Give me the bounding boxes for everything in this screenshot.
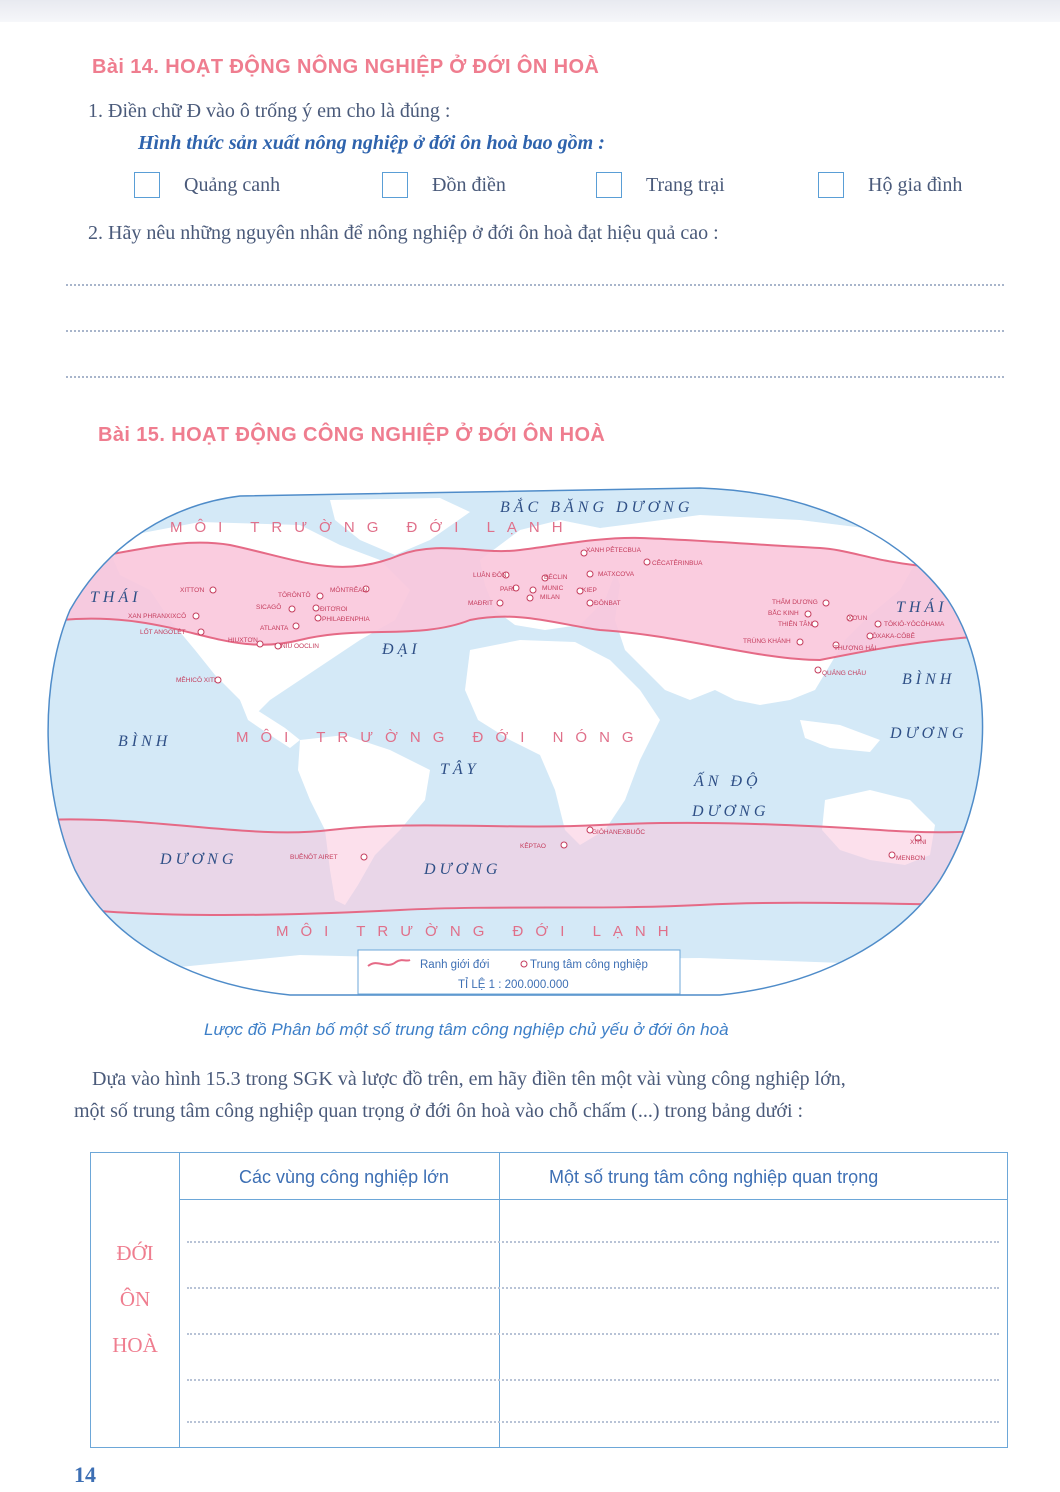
lesson-14-title: Bài 14. HOẠT ĐỘNG NÔNG NGHIỆP Ở ĐỚI ÔN HOÀ <box>92 56 600 78</box>
ocean-label-pacific-west: THÁI <box>90 589 142 606</box>
city-label: KIEP <box>582 587 597 594</box>
city-label: TRÙNG KHÁNH <box>743 638 791 645</box>
city-marker <box>812 621 818 627</box>
map-caption: Lược đồ Phân bố một số trung tâm công nghiệp chủ yếu ở đới ôn hoà <box>204 1020 729 1039</box>
city-label: SICAGÔ <box>256 604 282 611</box>
city-label: BUÊNÔT AIRET <box>290 854 338 861</box>
row-label-line: ĐỚI <box>116 1241 154 1265</box>
lesson-15-title: Bài 15. HOẠT ĐỘNG CÔNG NGHIỆP Ở ĐỚI ÔN HOÀ <box>98 424 606 446</box>
legend-boundary-label: Ranh giới đới <box>420 959 490 971</box>
table-answer-line[interactable] <box>187 1379 999 1381</box>
zone-label-cold-south: MÔI TRƯỜNG ĐỚI LẠNH <box>276 923 681 940</box>
city-label: ĐÔNBAT <box>594 600 621 607</box>
city-marker <box>215 677 221 683</box>
city-label: THẨM DƯƠNG <box>772 599 818 606</box>
instruction-line-1: Dựa vào hình 15.3 trong SGK và lược đồ trên, em hãy điền tên một vài vùng công nghiệp lớn, <box>92 1068 846 1090</box>
option-label: Trang trại <box>646 173 725 196</box>
city-label: PHILAĐENPHIA <box>322 616 370 623</box>
city-marker <box>587 600 593 606</box>
city-label: LỐT ANGƠLÉT <box>140 629 186 636</box>
row-label-line: HOÀ <box>112 1333 158 1357</box>
zone-label-hot: MÔI TRƯỜNG ĐỚI NÓNG <box>236 729 646 746</box>
city-label: MAĐRIT <box>468 600 493 607</box>
city-label: QUẢNG CHÂU <box>822 670 867 677</box>
table-header-rule <box>179 1199 1007 1200</box>
option-label: Hộ gia đình <box>868 173 963 196</box>
city-label: MENBƠN <box>896 855 926 862</box>
question-2: 2. Hãy nêu những nguyên nhân để nông nghiệp ở đới ôn hoà đạt hiệu quả cao : <box>88 222 719 244</box>
city-marker <box>875 621 881 627</box>
city-label: MATXCƠVA <box>598 571 635 578</box>
city-label: THIÊN TÂN <box>778 621 813 628</box>
city-marker <box>497 600 503 606</box>
table-header-regions: Các vùng công nghiệp lớn <box>239 1167 449 1187</box>
ocean-label-pacific-east: THÁI <box>896 599 948 616</box>
city-label: KÊPTAO <box>520 843 546 850</box>
city-marker <box>815 667 821 673</box>
city-label: ATLANTA <box>260 625 289 632</box>
table-answer-line[interactable] <box>187 1241 999 1243</box>
city-marker <box>823 600 829 606</box>
table-answer-line[interactable] <box>187 1421 999 1423</box>
answer-table <box>90 1152 1008 1448</box>
city-marker <box>644 559 650 565</box>
ocean-label-pacific-east: DƯƠNG <box>890 725 968 742</box>
ocean-label-indian: DƯƠNG <box>692 803 770 820</box>
option-label: Quảng canh <box>184 173 281 196</box>
city-marker <box>198 629 204 635</box>
ocean-label-arctic: BẮC BĂNG DƯƠNG <box>500 499 694 516</box>
legend-center-label: Trung tâm công nghiệp <box>530 959 648 971</box>
city-marker <box>313 605 319 611</box>
city-label: TÔRÔNTÔ <box>278 592 311 599</box>
city-marker <box>210 587 216 593</box>
legend-scale: TỈ LỆ 1 : 200.000.000 <box>458 979 569 991</box>
city-label: XITTƠN <box>180 587 205 594</box>
city-marker <box>293 623 299 629</box>
table-answer-line[interactable] <box>187 1287 999 1289</box>
ocean-label-pacific-west: BÌNH <box>118 733 172 750</box>
ocean-label-indian: ẤN ĐỘ <box>694 773 762 790</box>
table-divider <box>179 1153 180 1447</box>
question-1-lead: Hình thức sản xuất nông nghiệp ở đới ôn hoà bao gồm : <box>138 132 605 154</box>
city-label: MILAN <box>540 594 560 601</box>
city-label: PARI <box>500 586 515 593</box>
city-marker <box>527 595 533 601</box>
table-answer-line[interactable] <box>187 1333 999 1335</box>
city-marker <box>587 571 593 577</box>
city-label: LUÂN ĐÔN <box>473 572 507 579</box>
city-marker <box>889 852 895 858</box>
city-label: ÔXAKA-CÔBÊ <box>872 633 915 640</box>
city-label: XANH PÊTECBUA <box>586 547 641 554</box>
row-label-line: ÔN <box>119 1287 151 1311</box>
city-label: BÉCLIN <box>544 574 568 581</box>
city-label: CÊCATÊRINBUA <box>652 560 703 567</box>
option-label: Đồn điền <box>432 173 506 196</box>
city-marker <box>193 613 199 619</box>
legend-center-marker <box>521 961 527 967</box>
city-marker <box>805 611 811 617</box>
city-label: XAN PHRANXIXCÔ <box>128 613 187 620</box>
city-label: ĐITƠROI <box>320 606 348 613</box>
city-label: MUNIC <box>542 585 564 592</box>
city-label: HIUXTƠN <box>228 637 258 644</box>
city-marker <box>530 587 536 593</box>
table-header-centers: Một số trung tâm công nghiệp quan trọng <box>549 1167 879 1187</box>
city-label: XƠUN <box>848 615 868 622</box>
city-label: GIÔHANEXBUỐC <box>592 829 646 836</box>
ocean-label-pacific-east: BÌNH <box>902 671 956 688</box>
city-marker <box>361 854 367 860</box>
page-number: 14 <box>74 1462 96 1487</box>
city-label: NIU OOCLIN <box>281 643 319 650</box>
city-marker <box>289 606 295 612</box>
city-marker <box>317 593 323 599</box>
city-label: BẮC KINH <box>768 610 799 617</box>
city-marker <box>797 639 803 645</box>
ocean-label-atlantic: ĐẠI <box>382 641 421 658</box>
city-label: TÔKIÔ-YÔCÔHAMA <box>884 621 945 628</box>
city-marker <box>315 615 321 621</box>
instruction-line-2: một số trung tâm công nghiệp quan trọng ở đới ôn hoà vào chỗ chấm (...) trong bảng dưới : <box>74 1100 804 1122</box>
city-label: XITNI <box>910 839 927 846</box>
table-divider <box>499 1153 500 1447</box>
city-label: THƯỢNG HẢI <box>834 645 877 652</box>
city-label: MÊHICÔ XITI <box>176 677 216 684</box>
city-marker <box>561 842 567 848</box>
ocean-label-pacific-west: DƯƠNG <box>160 851 238 868</box>
map-legend <box>358 950 680 994</box>
city-marker <box>257 641 263 647</box>
city-label: MÔNTRÊAN <box>330 587 368 594</box>
zone-label-cold-north: MÔI TRƯỜNG ĐỚI LẠNH <box>170 519 575 536</box>
ocean-label-atlantic: DƯƠNG <box>424 861 502 878</box>
ocean-label-atlantic: TÂY <box>440 761 480 778</box>
question-1: 1. Điền chữ Đ vào ô trống ý em cho là đúng : <box>88 100 451 122</box>
